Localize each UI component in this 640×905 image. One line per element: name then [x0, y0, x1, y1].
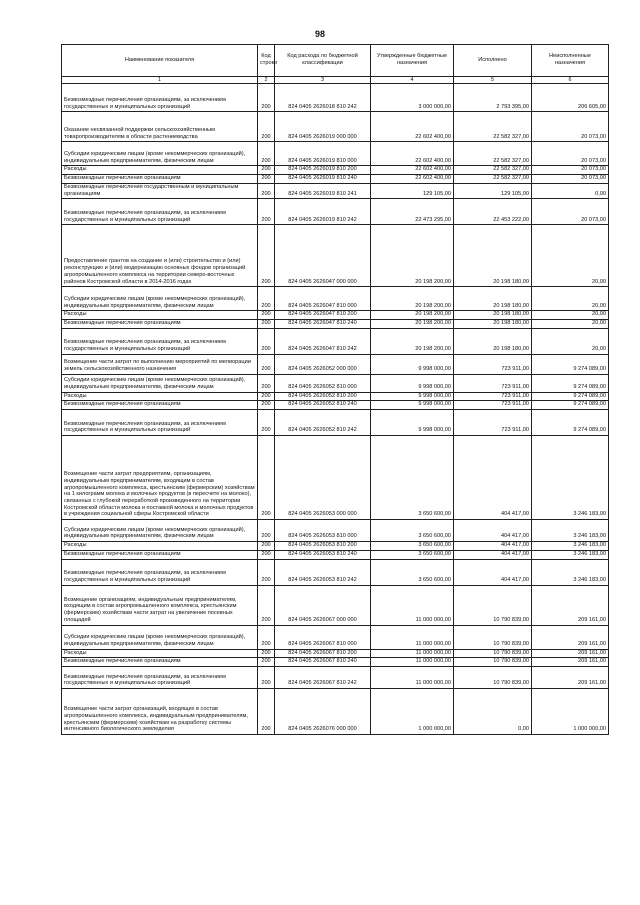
table-row: [62, 410, 609, 436]
cell-line: 200: [258, 199, 275, 225]
table-row: [62, 287, 609, 311]
cell-executed: 404 417,00: [454, 550, 532, 559]
cell-approved: 20 198 200,00: [371, 311, 454, 320]
cell-approved: 9 998 000,00: [371, 410, 454, 436]
budget-execution-table: [61, 44, 609, 735]
table-row: [62, 658, 609, 667]
cell-executed: 404 417,00: [454, 520, 532, 542]
table-row: [62, 585, 609, 625]
table-row: [62, 401, 609, 410]
cell-approved: 20 198 200,00: [371, 328, 454, 354]
cell-line: 200: [258, 625, 275, 649]
cell-name: Возмещение организациям, индивидуальным предпринимателям, входящим в состав агропромышленного комплекса, крестьянским (фермерским) хозяйствам части затрат на увеличение посевных площадей: [62, 585, 258, 625]
table-row: [62, 649, 609, 658]
cell-executed: 20 198 180,00: [454, 225, 532, 287]
cell-name: Субсидии юридическим лицам (кроме некоммерческих организаций), индивидуальным предпринимателям, физическим лицам: [62, 374, 258, 392]
cell-code: 824 0405 2626047 810 242: [275, 328, 371, 354]
cell-approved: 11 000 000,00: [371, 658, 454, 667]
cell-unexecuted: 209 161,00: [532, 658, 609, 667]
table-row: [62, 688, 609, 734]
cell-code: 824 0405 2626047 810 200: [275, 311, 371, 320]
cell-line: 200: [258, 559, 275, 585]
table-row: [62, 183, 609, 198]
cell-approved: 3 650 600,00: [371, 436, 454, 520]
cell-executed: 404 417,00: [454, 559, 532, 585]
cell-unexecuted: 9 274 089,00: [532, 410, 609, 436]
cell-unexecuted: 20 073,00: [532, 199, 609, 225]
cell-code: 824 0405 2626053 810 000: [275, 520, 371, 542]
cell-line: 200: [258, 328, 275, 354]
table-row: [62, 354, 609, 374]
cell-line: 200: [258, 401, 275, 410]
column-number: 1: [62, 77, 258, 84]
table-row: [62, 374, 609, 392]
cell-line: 200: [258, 175, 275, 184]
cell-name: Расходы: [62, 311, 258, 320]
table-body: [62, 84, 609, 734]
cell-approved: 11 000 000,00: [371, 625, 454, 649]
table-row: [62, 550, 609, 559]
cell-approved: 3 650 600,00: [371, 559, 454, 585]
cell-executed: 0,00: [454, 688, 532, 734]
cell-unexecuted: 20,00: [532, 328, 609, 354]
cell-name: Безвозмездные перечисления организациям, за исключением государственных и муниципальных организаций: [62, 559, 258, 585]
header-indicator-name: Наименование показателя: [62, 45, 258, 77]
cell-name: Субсидии юридическим лицам (кроме некоммерческих организаций), индивидуальным предпринимателям, физическим лицам: [62, 625, 258, 649]
cell-code: 824 0405 2626067 000 000: [275, 585, 371, 625]
column-number: 4: [371, 77, 454, 84]
table-row: [62, 559, 609, 585]
cell-code: 824 0405 2626053 810 200: [275, 542, 371, 551]
cell-unexecuted: 3 246 183,00: [532, 559, 609, 585]
cell-approved: 11 000 000,00: [371, 585, 454, 625]
cell-name: Безвозмездные перечисления организациям: [62, 320, 258, 329]
cell-line: 200: [258, 688, 275, 734]
table-row: [62, 175, 609, 184]
cell-executed: 2 793 395,00: [454, 84, 532, 112]
cell-executed: 723 911,00: [454, 354, 532, 374]
cell-line: 200: [258, 311, 275, 320]
cell-approved: 129 105,00: [371, 183, 454, 198]
column-number: 2: [258, 77, 275, 84]
cell-name: Расходы: [62, 542, 258, 551]
cell-name: Безвозмездные перечисления организациям, за исключением государственных и муниципальных организаций: [62, 199, 258, 225]
cell-unexecuted: 9 274 089,00: [532, 374, 609, 392]
cell-approved: 9 998 000,00: [371, 401, 454, 410]
cell-name: Безвозмездные перечисления организациям, за исключением государственных и муниципальных организаций: [62, 328, 258, 354]
cell-unexecuted: 20 073,00: [532, 142, 609, 166]
cell-line: 200: [258, 392, 275, 401]
cell-unexecuted: 3 246 183,00: [532, 550, 609, 559]
cell-unexecuted: 3 246 183,00: [532, 542, 609, 551]
cell-unexecuted: 209 161,00: [532, 666, 609, 688]
table-header-row: [62, 45, 609, 77]
cell-executed: 723 911,00: [454, 401, 532, 410]
cell-line: 200: [258, 585, 275, 625]
cell-line: 200: [258, 112, 275, 142]
cell-name: Безвозмездные перечисления организациям: [62, 550, 258, 559]
table-row: [62, 436, 609, 520]
header-executed: Исполнено: [454, 45, 532, 77]
cell-line: 200: [258, 649, 275, 658]
cell-line: 200: [258, 550, 275, 559]
table-row: [62, 320, 609, 329]
cell-unexecuted: 1 000 000,00: [532, 688, 609, 734]
cell-line: 200: [258, 183, 275, 198]
cell-approved: 3 650 600,00: [371, 550, 454, 559]
cell-name: Безвозмездные перечисления организациям, за исключением государственных и муниципальных организаций: [62, 666, 258, 688]
table-row: [62, 520, 609, 542]
cell-approved: 3 650 600,00: [371, 542, 454, 551]
cell-code: 824 0405 2626067 810 240: [275, 658, 371, 667]
cell-name: Расходы: [62, 392, 258, 401]
table-row: [62, 666, 609, 688]
page-number: 98: [314, 29, 325, 39]
header-expense-code: Код расхода по бюджетной классификации: [275, 45, 371, 77]
cell-executed: 10 790 839,00: [454, 625, 532, 649]
cell-line: 200: [258, 354, 275, 374]
cell-unexecuted: 20,00: [532, 320, 609, 329]
cell-executed: 22 453 222,00: [454, 199, 532, 225]
table-row: [62, 625, 609, 649]
cell-code: 824 0405 2626076 000 000: [275, 688, 371, 734]
cell-unexecuted: 209 161,00: [532, 585, 609, 625]
table-row: [62, 112, 609, 142]
cell-approved: 22 602 400,00: [371, 142, 454, 166]
cell-code: 824 0405 2626053 810 242: [275, 559, 371, 585]
cell-executed: 10 790 839,00: [454, 658, 532, 667]
cell-line: 200: [258, 410, 275, 436]
cell-name: Безвозмездные перечисления организациям: [62, 401, 258, 410]
cell-name: Безвозмездные перечисления организациям: [62, 658, 258, 667]
cell-code: 824 0405 2626047 810 000: [275, 287, 371, 311]
cell-code: 824 0405 2626053 000 000: [275, 436, 371, 520]
cell-executed: 723 911,00: [454, 392, 532, 401]
cell-code: 824 0405 2626067 810 000: [275, 625, 371, 649]
cell-code: 824 0405 2626018 810 242: [275, 84, 371, 112]
cell-unexecuted: 209 161,00: [532, 625, 609, 649]
cell-code: 824 0405 2626052 810 242: [275, 410, 371, 436]
cell-approved: 11 000 000,00: [371, 649, 454, 658]
cell-unexecuted: 9 274 089,00: [532, 401, 609, 410]
table-row: [62, 225, 609, 287]
cell-executed: 22 582 327,00: [454, 112, 532, 142]
cell-code: 824 0405 2626052 810 240: [275, 401, 371, 410]
cell-executed: 20 198 180,00: [454, 320, 532, 329]
table-row: [62, 328, 609, 354]
cell-executed: 10 790 839,00: [454, 585, 532, 625]
cell-name: Оказание несвязанной поддержки сельскохозяйственным товаропроизводителям в области растениеводства: [62, 112, 258, 142]
cell-line: 200: [258, 225, 275, 287]
cell-unexecuted: 20 073,00: [532, 175, 609, 184]
cell-code: 824 0405 2626047 810 240: [275, 320, 371, 329]
cell-executed: 22 582 327,00: [454, 175, 532, 184]
cell-approved: 22 602 400,00: [371, 112, 454, 142]
header-line-code: Код строки: [258, 45, 275, 77]
cell-line: 200: [258, 142, 275, 166]
cell-executed: 22 582 327,00: [454, 142, 532, 166]
cell-code: 824 0405 2626019 000 000: [275, 112, 371, 142]
cell-approved: 22 602 400,00: [371, 166, 454, 175]
cell-name: Субсидии юридическим лицам (кроме некоммерческих организаций), индивидуальным предпринимателям, физическим лицам: [62, 287, 258, 311]
cell-code: 824 0405 2626019 810 200: [275, 166, 371, 175]
cell-approved: 22 602 400,00: [371, 175, 454, 184]
cell-unexecuted: 209 161,00: [532, 649, 609, 658]
column-number: 3: [275, 77, 371, 84]
cell-name: Расходы: [62, 166, 258, 175]
cell-code: 824 0405 2626052 810 200: [275, 392, 371, 401]
cell-line: 200: [258, 436, 275, 520]
table-row: [62, 142, 609, 166]
cell-line: 200: [258, 542, 275, 551]
cell-unexecuted: 0,00: [532, 183, 609, 198]
cell-approved: 1 000 000,00: [371, 688, 454, 734]
cell-unexecuted: 20 073,00: [532, 112, 609, 142]
table-row: [62, 311, 609, 320]
cell-executed: 129 105,00: [454, 183, 532, 198]
cell-code: 824 0405 2626019 810 000: [275, 142, 371, 166]
cell-name: Субсидии юридическим лицам (кроме некоммерческих организаций), индивидуальным предпринимателям, физическим лицам: [62, 142, 258, 166]
cell-name: Субсидии юридическим лицам (кроме некоммерческих организаций), индивидуальным предпринимателям, физическим лицам: [62, 520, 258, 542]
cell-unexecuted: 20,00: [532, 225, 609, 287]
cell-executed: 723 911,00: [454, 410, 532, 436]
table-row: [62, 166, 609, 175]
cell-line: 200: [258, 320, 275, 329]
cell-approved: 20 198 200,00: [371, 225, 454, 287]
column-number: 6: [532, 77, 609, 84]
cell-executed: 404 417,00: [454, 436, 532, 520]
cell-unexecuted: 9 274 089,00: [532, 392, 609, 401]
cell-approved: 9 998 000,00: [371, 354, 454, 374]
cell-code: 824 0405 2626053 810 240: [275, 550, 371, 559]
cell-executed: 20 198 180,00: [454, 328, 532, 354]
cell-unexecuted: 20,00: [532, 311, 609, 320]
cell-name: Предоставление грантов на создание и (или) строительство и (или) реконструкцию и (или) модернизацию основных фондов организаций агропромышленного комплекса на территории северо-восточных районов Костромской области в 2014-2016 годах: [62, 225, 258, 287]
column-number-row: [62, 77, 609, 84]
cell-line: 200: [258, 374, 275, 392]
cell-code: 824 0405 2626067 810 200: [275, 649, 371, 658]
table-row: [62, 392, 609, 401]
cell-code: 824 0405 2626019 810 242: [275, 199, 371, 225]
cell-executed: 20 198 180,00: [454, 287, 532, 311]
cell-approved: 3 000 000,00: [371, 84, 454, 112]
cell-executed: 10 790 839,00: [454, 666, 532, 688]
cell-code: 824 0405 2626052 000 000: [275, 354, 371, 374]
cell-name: Возмещение части затрат организаций, входящих в состав агропромышленного комплекса, индивидуальным предпринимателям, крестьянским (фермерским) хозяйствам на разработку системы интенсивного биологического земледелия: [62, 688, 258, 734]
cell-code: 824 0405 2626067 810 242: [275, 666, 371, 688]
cell-code: 824 0405 2626019 810 241: [275, 183, 371, 198]
table-row: [62, 199, 609, 225]
cell-approved: 9 998 000,00: [371, 374, 454, 392]
cell-approved: 11 000 000,00: [371, 666, 454, 688]
cell-executed: 20 198 180,00: [454, 311, 532, 320]
cell-name: Безвозмездные перечисления организациям: [62, 175, 258, 184]
header-approved: Утвержденные бюджетные назначения: [371, 45, 454, 77]
cell-line: 200: [258, 666, 275, 688]
cell-name: Возмещение части затрат по выполнению мероприятий по мелиорации земель сельскохозяйственного назначения: [62, 354, 258, 374]
cell-name: Возмещение части затрат предприятиям, организациям, индивидуальным предпринимателям, входящим в состав агропромышленного комплекса, крестьянским (фермерским) хозяйствам на 1 килограмм молока и молочных продуктов (в пересчете на молоко), связанных с глубокой переработкой произведенного на территории Костромской области молока и поставкой молока и молочных продуктов в учреждения социальной сферы Костромской области: [62, 436, 258, 520]
header-unexecuted: Неисполненные назначения: [532, 45, 609, 77]
cell-unexecuted: 3 246 183,00: [532, 520, 609, 542]
cell-unexecuted: 9 274 089,00: [532, 354, 609, 374]
cell-line: 200: [258, 84, 275, 112]
cell-code: 824 0405 2626052 810 000: [275, 374, 371, 392]
cell-approved: 9 998 000,00: [371, 392, 454, 401]
cell-name: Безвозмездные перечисления государственным и муниципальным организациям: [62, 183, 258, 198]
cell-name: Расходы: [62, 649, 258, 658]
cell-approved: 22 473 295,00: [371, 199, 454, 225]
cell-executed: 404 417,00: [454, 542, 532, 551]
cell-executed: 723 911,00: [454, 374, 532, 392]
cell-code: 824 0405 2626019 810 240: [275, 175, 371, 184]
cell-unexecuted: 3 246 183,00: [532, 436, 609, 520]
column-number: 5: [454, 77, 532, 84]
cell-line: 200: [258, 166, 275, 175]
cell-name: Безвозмездные перечисления организациям, за исключением государственных и муниципальных организаций: [62, 84, 258, 112]
cell-approved: 20 198 200,00: [371, 320, 454, 329]
cell-code: 824 0405 2626047 000 000: [275, 225, 371, 287]
cell-line: 200: [258, 287, 275, 311]
cell-approved: 20 198 200,00: [371, 287, 454, 311]
cell-name: Безвозмездные перечисления организациям, за исключением государственных и муниципальных организаций: [62, 410, 258, 436]
cell-executed: 22 582 327,00: [454, 166, 532, 175]
table-row: [62, 84, 609, 112]
cell-line: 200: [258, 658, 275, 667]
cell-approved: 3 650 600,00: [371, 520, 454, 542]
cell-unexecuted: 206 605,00: [532, 84, 609, 112]
cell-line: 200: [258, 520, 275, 542]
cell-executed: 10 790 839,00: [454, 649, 532, 658]
cell-unexecuted: 20,00: [532, 287, 609, 311]
table-row: [62, 542, 609, 551]
cell-unexecuted: 20 073,00: [532, 166, 609, 175]
